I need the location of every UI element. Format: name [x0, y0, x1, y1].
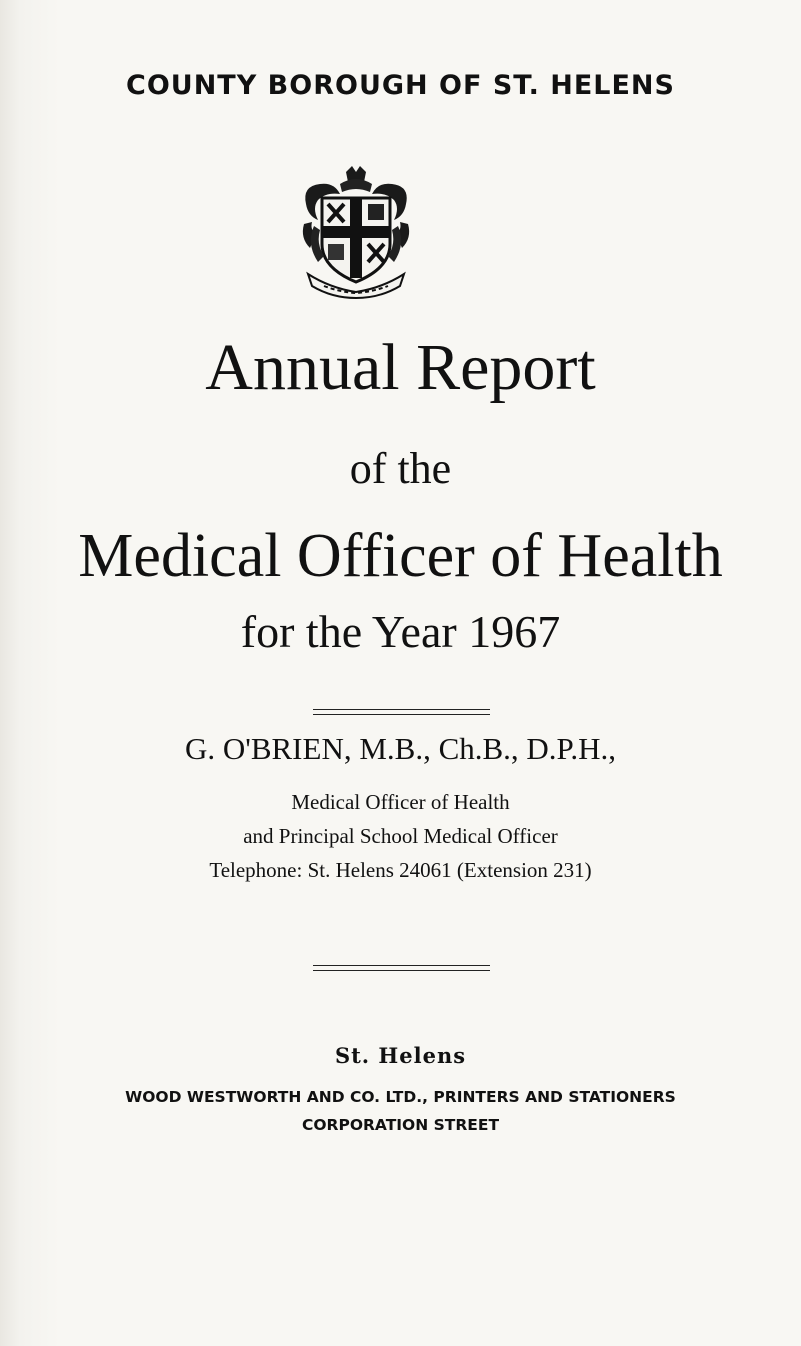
imprint-street: CORPORATION STREET: [301, 1116, 500, 1134]
report-subject: Medical Officer of Health: [78, 522, 723, 590]
issuing-authority: COUNTY BOROUGH OF ST. HELENS: [126, 70, 675, 101]
double-rule-divider: [313, 965, 490, 971]
officer-name: G. O'BRIEN, M.B., Ch.B., D.P.H.,: [184, 731, 617, 766]
officer-telephone: Telephone: St. Helens 24061 (Extension 231): [209, 858, 592, 882]
officer-role-2: and Principal School Medical Officer: [243, 824, 558, 848]
imprint-place: St. Helens: [334, 1043, 467, 1068]
coat-of-arms-icon: [300, 164, 412, 299]
double-rule-divider: [313, 709, 490, 715]
title-connector: of the: [349, 444, 452, 493]
report-year: for the Year 1967: [240, 606, 561, 657]
report-title: Annual Report: [205, 331, 596, 404]
imprint-printer: WOOD WESTWORTH AND CO. LTD., PRINTERS AND STATIONERS: [125, 1088, 676, 1106]
officer-role: Medical Officer of Health: [291, 790, 510, 814]
